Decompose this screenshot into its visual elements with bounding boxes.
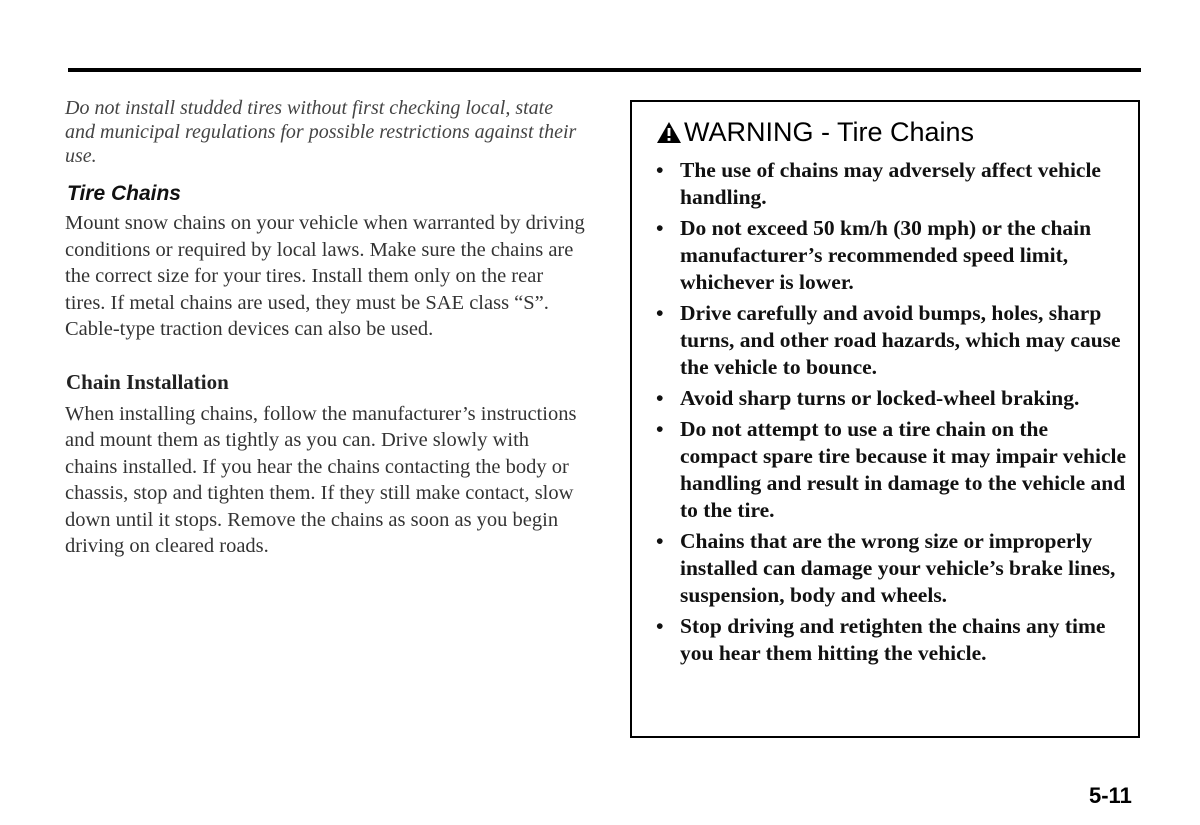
- warning-item: • Do not attempt to use a tire chain on the compact spare tire because it may impair vehicle handling and result in damage to the vehicle and to the tire.: [650, 416, 1130, 524]
- warning-box: [630, 100, 1140, 738]
- warning-item: • Chains that are the wrong size or improperly installed can damage your vehicle’s brake lines, suspension, body and wheels.: [650, 528, 1130, 609]
- warning-triangle-icon: [656, 121, 682, 144]
- left-column: [65, 96, 585, 560]
- section-title: Tire Chains: [67, 182, 181, 205]
- warning-item: • Avoid sharp turns or locked-wheel braking.: [650, 385, 1130, 412]
- page-number: 5-11: [1089, 783, 1132, 808]
- subsection-title: Chain Installation: [66, 369, 229, 394]
- warning-list: [650, 157, 1130, 671]
- top-rule: [68, 68, 1141, 72]
- warning-title-text: WARNING - Tire Chains: [684, 117, 975, 147]
- subsection-text: When installing chains, follow the manufacturer’s instructions and mount them as tightly as you can. Drive slowly with chains installed. If you hear the chains contacting the body or chassis, stop and tighten them. If they still make contact, slow down until it stops. Remove the chains as soon as you begin driving on cleared roads.: [65, 402, 577, 557]
- section-text: Mount snow chains on your vehicle when warranted by driving conditions or required by local laws. Make sure the chains are the correct size for your tires. Install them only on the rear tires. If metal chains are used, they must be SAE class “S”. Cable-type traction devices can also be used.: [65, 212, 585, 340]
- studded-tires-note: Do not install studded tires without first checking local, state and municipal regulations for possible restrictions against their use.: [65, 97, 577, 167]
- warning-item: • Do not exceed 50 km/h (30 mph) or the chain manufacturer’s recommended speed limit, whichever is lower.: [650, 215, 1130, 296]
- warning-title: [656, 117, 974, 148]
- warning-item: • Drive carefully and avoid bumps, holes, sharp turns, and other road hazards, which may cause the vehicle to bounce.: [650, 300, 1130, 381]
- warning-item: • Stop driving and retighten the chains any time you hear them hitting the vehicle.: [650, 613, 1130, 667]
- warning-item: • The use of chains may adversely affect vehicle handling.: [650, 157, 1130, 211]
